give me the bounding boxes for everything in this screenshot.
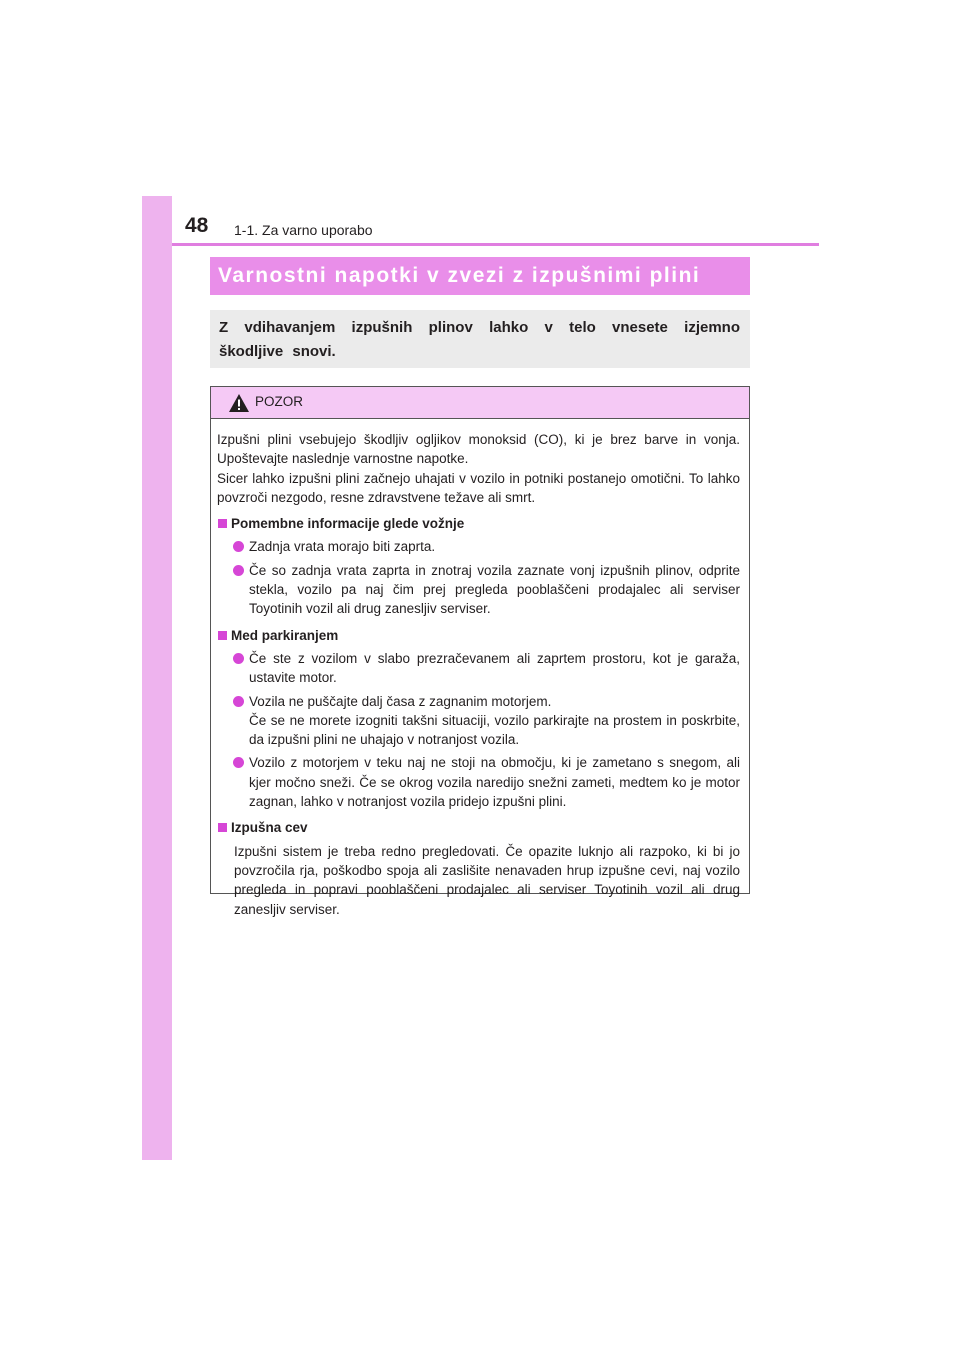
header-divider: [172, 243, 819, 246]
circle-bullet-icon: [233, 541, 244, 552]
square-bullet-icon: [218, 823, 227, 832]
caution-body: [211, 419, 749, 919]
caution-intro-1: Izpušni plini vsebujejo škodljiv ogljikov monoksid (CO), ki je brez barve in vonja. Upoštevajte naslednje varnostne napotke.: [217, 432, 740, 467]
list-item: Če ste z vozilom v slabo prezračevanem ali zaprtem prostoru, kot je garaža, ustavite motor.: [217, 649, 740, 688]
caution-box: [210, 386, 750, 917]
warning-triangle-icon: [228, 393, 250, 413]
side-tab-strip: [142, 196, 172, 1160]
circle-bullet-icon: [233, 757, 244, 768]
caution-label: POZOR: [255, 394, 304, 409]
circle-bullet-icon: [233, 696, 244, 707]
page-number: 48: [185, 214, 209, 237]
caution-header: [211, 387, 749, 419]
breadcrumb: 1-1. Za varno uporabo: [234, 222, 373, 238]
caution-intro-2: Sicer lahko izpušni plini začnejo uhajati v vozilo in potniki postanejo omotični. To lahko povzroči nezgodo, resne zdravstvene težave ali smrt.: [217, 470, 740, 505]
exhaust-pipe-text: Izpušni sistem je treba redno pregledovati. Če opazite luknjo ali razpoko, ki bi jo povzročila rja, poškodbo spoja ali zaslišite nenavaden hrup izpušne cevi, naj vozilo pregleda in popravi pooblaščeni prodajalec ali serviser Toyotinih vozil ali drug zanesljiv serviser.: [234, 843, 740, 917]
list-item: Zadnja vrata morajo biti zaprta.: [217, 537, 740, 556]
circle-bullet-icon: [233, 653, 244, 664]
list-item: Vozila ne puščajte dalj časa z zagnanim motorjem. Če se ne morete izogniti takšni situaciji, vozilo parkirajte na prostem in poskrbite, da izpušni plini ne uhajajo v notranjost vozila.: [217, 692, 740, 750]
list-item: Vozilo z motorjem v teku naj ne stoji na območju, ki je zametano s snegom, ali kjer močno sneži. Če se okrog vozila naredijo snežni zameti, medtem ko je motor zagnan, lahko v notranjost vozila pridejo izpušni plini.: [217, 753, 740, 811]
group-title-driving: Pomembne informacije glede vožnje: [217, 514, 740, 533]
square-bullet-icon: [218, 631, 227, 640]
square-bullet-icon: [218, 519, 227, 528]
group-title-exhaust-pipe: Izpušna cev: [217, 818, 740, 837]
circle-bullet-icon: [233, 565, 244, 576]
section-title: Varnostni napotki v zvezi z izpušnimi plini: [210, 257, 750, 295]
group-title-parking: Med parkiranjem: [217, 626, 740, 645]
section-intro: Z vdihavanjem izpušnih plinov lahko v telo vnesete izjemno škodljive snovi.: [210, 310, 750, 368]
list-item: Če so zadnja vrata zaprta in znotraj vozila zaznate vonj izpušnih plinov, odprite stekla, vozilo pa naj čim prej pregleda pooblaščeni prodajalec ali serviser Toyotinih vozil ali drug zanesljiv serviser.: [217, 561, 740, 619]
